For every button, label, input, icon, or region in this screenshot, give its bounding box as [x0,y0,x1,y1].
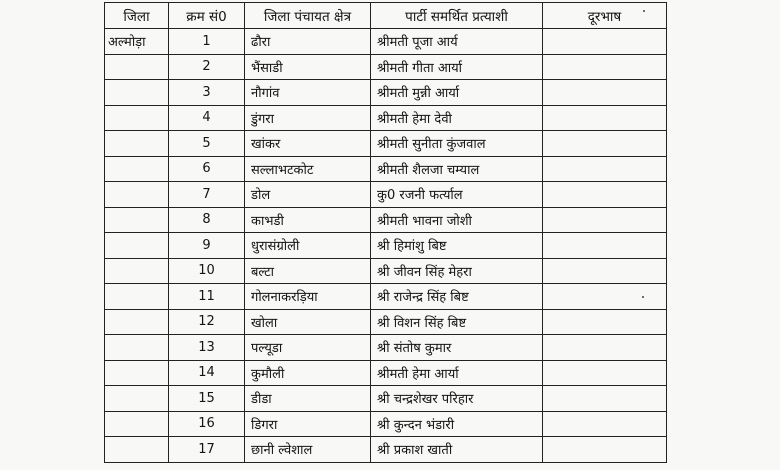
table-row [105,411,667,437]
district-cell-empty [105,411,169,437]
serial-cell: 10 [169,258,245,284]
serial-cell: 15 [169,386,245,412]
table-row [105,182,667,208]
scan-speck [642,296,644,298]
serial-cell: 7 [169,182,245,208]
district-cell-empty [105,233,169,259]
candidate-cell: कु0 रजनी फर्त्याल [371,182,543,208]
area-cell: कुमौली [245,360,371,386]
district-cell-empty [105,156,169,182]
area-cell: नौगांव [245,80,371,106]
header-district: जिला [105,3,169,29]
candidate-cell: श्री कुन्दन भंडारी [371,411,543,437]
phone-cell [543,29,667,55]
serial-cell: 11 [169,284,245,310]
phone-cell [543,284,667,310]
phone-cell [543,54,667,80]
header-phone: दूरभाष [543,3,667,29]
table-row [105,156,667,182]
district-cell-empty [105,437,169,463]
phone-cell [543,437,667,463]
serial-cell: 1 [169,29,245,55]
header-area: जिला पंचायत क्षेत्र [245,3,371,29]
candidate-cell: श्री संतोष कुमार [371,335,543,361]
serial-cell: 17 [169,437,245,463]
area-cell: काभडी [245,207,371,233]
serial-cell: 9 [169,233,245,259]
table-row [105,360,667,386]
district-cell-empty [105,131,169,157]
table-row [105,80,667,106]
candidate-cell: श्रीमती गीता आर्या [371,54,543,80]
table-row [105,54,667,80]
serial-cell: 3 [169,80,245,106]
area-cell: डीडा [245,386,371,412]
area-cell: डुंगरा [245,105,371,131]
phone-cell [543,233,667,259]
candidate-cell: श्री चन्द्रशेखर परिहार [371,386,543,412]
area-cell: छानी ल्वेशाल [245,437,371,463]
header-candidate: पार्टी समर्थित प्रत्याशी [371,3,543,29]
serial-cell: 8 [169,207,245,233]
candidate-cell: श्री विशन सिंह बिष्ट [371,309,543,335]
phone-cell [543,360,667,386]
district-cell-empty [105,309,169,335]
table-row [105,29,667,55]
area-cell: ढौरा [245,29,371,55]
table-row [105,309,667,335]
district-cell-empty [105,105,169,131]
candidate-cell: श्रीमती पूजा आर्य [371,29,543,55]
candidate-cell: श्री जीवन सिंह मेहरा [371,258,543,284]
candidate-cell: श्रीमती सुनीता कुंजवाल [371,131,543,157]
area-cell: भैंसाडी [245,54,371,80]
table-row [105,131,667,157]
header-serial: क्रम सं0 [169,3,245,29]
district-cell: अल्मोड़ा [105,29,169,55]
table-row [105,386,667,412]
candidate-cell: श्रीमती हेमा देवी [371,105,543,131]
phone-cell [543,131,667,157]
phone-cell [543,105,667,131]
phone-cell [543,182,667,208]
district-cell-empty [105,182,169,208]
candidate-cell: श्री राजेन्द्र सिंह बिष्ट [371,284,543,310]
phone-cell [543,335,667,361]
area-cell: खोला [245,309,371,335]
table-row [105,437,667,463]
candidate-table [104,2,667,463]
area-cell: बल्टा [245,258,371,284]
district-cell-empty [105,207,169,233]
table-row [105,105,667,131]
area-cell: डिगरा [245,411,371,437]
table-row [105,207,667,233]
candidate-cell: श्रीमती मुन्नी आर्या [371,80,543,106]
area-cell: धुरासंग्रोली [245,233,371,259]
area-cell: डोल [245,182,371,208]
table-row [105,284,667,310]
candidate-cell: श्रीमती हेमा आर्या [371,360,543,386]
table-row [105,258,667,284]
table-body [105,29,667,463]
table-header-row [105,3,667,29]
area-cell: खांकर [245,131,371,157]
candidate-cell: श्री हिमांशु बिष्ट [371,233,543,259]
district-cell-empty [105,80,169,106]
phone-cell [543,386,667,412]
serial-cell: 12 [169,309,245,335]
candidate-cell: श्रीमती शैलजा चम्याल [371,156,543,182]
serial-cell: 2 [169,54,245,80]
table-row [105,233,667,259]
area-cell: सल्लाभटकोट [245,156,371,182]
area-cell: पल्यूडा [245,335,371,361]
serial-cell: 16 [169,411,245,437]
phone-cell [543,207,667,233]
district-cell-empty [105,54,169,80]
candidate-cell: श्री प्रकाश खाती [371,437,543,463]
phone-cell [543,411,667,437]
serial-cell: 6 [169,156,245,182]
serial-cell: 13 [169,335,245,361]
phone-cell [543,156,667,182]
phone-cell [543,80,667,106]
scan-speck [643,10,645,12]
serial-cell: 5 [169,131,245,157]
table-row [105,335,667,361]
district-cell-empty [105,284,169,310]
district-cell-empty [105,335,169,361]
candidate-cell: श्रीमती भावना जोशी [371,207,543,233]
phone-cell [543,258,667,284]
serial-cell: 4 [169,105,245,131]
area-cell: गोलनाकरड़िया [245,284,371,310]
district-cell-empty [105,360,169,386]
district-cell-empty [105,258,169,284]
district-cell-empty [105,386,169,412]
serial-cell: 14 [169,360,245,386]
phone-cell [543,309,667,335]
